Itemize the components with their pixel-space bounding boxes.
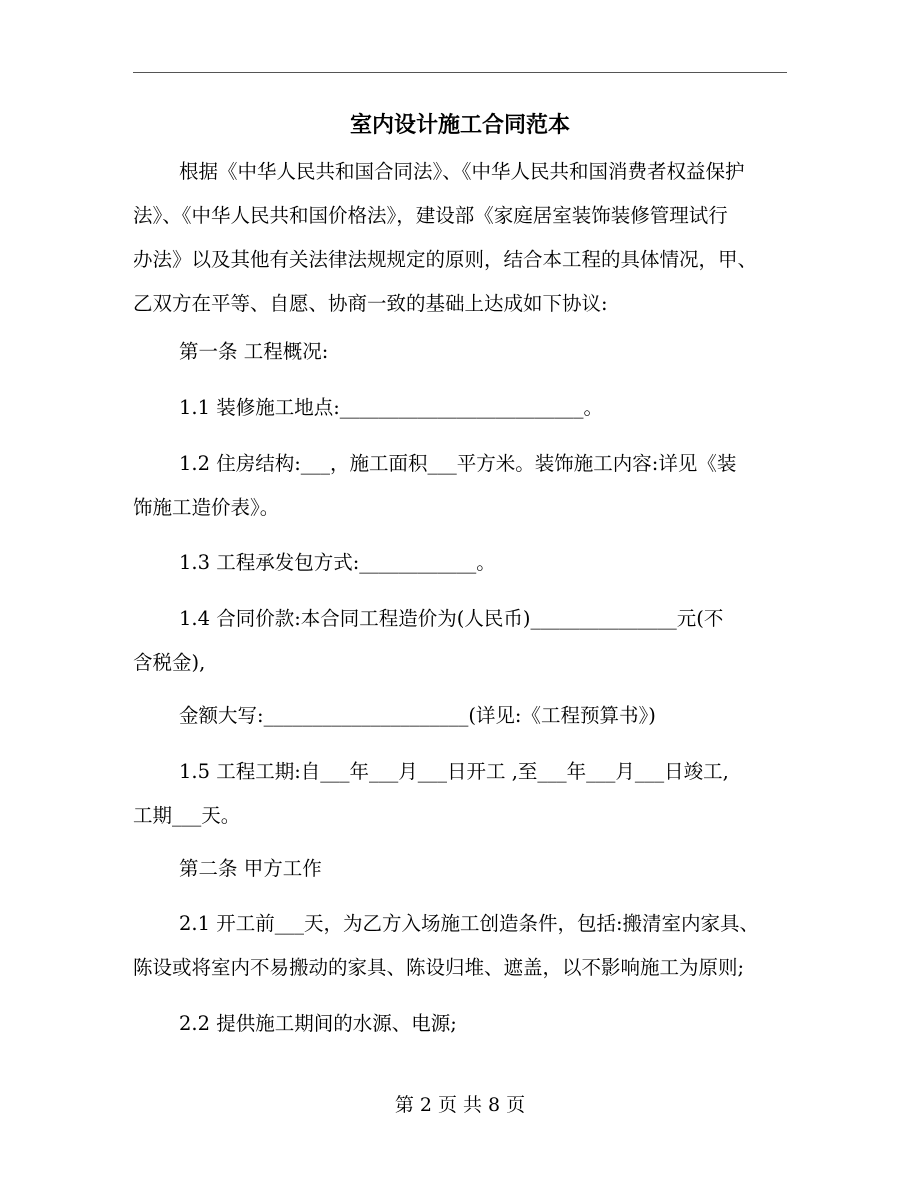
document-title: 室内设计施工合同范本 — [349, 112, 570, 138]
article-1-heading-text: 第一条 工程概况: — [179, 340, 329, 363]
article-1-heading — [133, 330, 789, 374]
clause-2-1 — [133, 902, 789, 990]
header-divider — [133, 72, 787, 73]
clause-1-4-line: 1.4 合同价款:本合同工程造价为(人民币)_______________元(不 — [179, 607, 724, 630]
intro-line: 法》、《中华人民共和国价格法》，建设部《家庭居室装饰装修管理试行 — [133, 204, 728, 227]
clause-2-2-text: 2.2 提供施工期间的水源、电源; — [179, 1012, 457, 1035]
clause-1-5-line: 1.5 工程工期:自___年___月___日开工 ,至___年___月___日竣工, — [179, 760, 729, 783]
clause-1-2-line: 饰施工造价表》。 — [133, 496, 280, 519]
clause-1-1 — [133, 386, 789, 430]
clause-1-4 — [133, 597, 789, 685]
clause-1-5 — [133, 750, 789, 838]
clause-2-1-line: 2.1 开工前___天，为乙方入场施工创造条件，包括:搬清室内家具、 — [179, 912, 760, 935]
article-2-heading-text: 第二条 甲方工作 — [179, 857, 322, 880]
clause-1-4-line: 含税金), — [133, 651, 206, 674]
page-number: 第 2 页 共 8 页 — [394, 1094, 526, 1116]
clause-1-3 — [133, 541, 789, 585]
intro-line: 办法》以及其他有关法律法规规定的原则，结合本工程的具体情况，甲、 — [133, 248, 758, 271]
clause-2-2 — [133, 1002, 789, 1046]
clause-1-2 — [133, 442, 789, 530]
clause-2-1-line: 陈设或将室内不易搬动的家具、陈设归堆、遮盖，以不影响施工为原则; — [133, 956, 745, 979]
amount-in-words — [133, 694, 789, 738]
intro-line: 乙双方在平等、自愿、协商一致的基础上达成如下协议: — [133, 292, 608, 315]
clause-1-2-line: 1.2 住房结构:___，施工面积___平方米。装饰施工内容:详见《装 — [179, 452, 737, 475]
clause-1-1-text: 1.1 装修施工地点:_________________________。 — [179, 396, 604, 419]
amount-in-words-text: 金额大写:_____________________(详见:《工程预算书》) — [179, 704, 656, 727]
clause-1-5-line: 工期___天。 — [133, 804, 241, 827]
intro-paragraph — [133, 150, 789, 326]
intro-line: 根据《中华人民共和国合同法》、《中华人民共和国消费者权益保护 — [179, 160, 745, 183]
clause-1-3-text: 1.3 工程承发包方式:____________。 — [179, 551, 496, 574]
article-2-heading — [133, 847, 789, 891]
